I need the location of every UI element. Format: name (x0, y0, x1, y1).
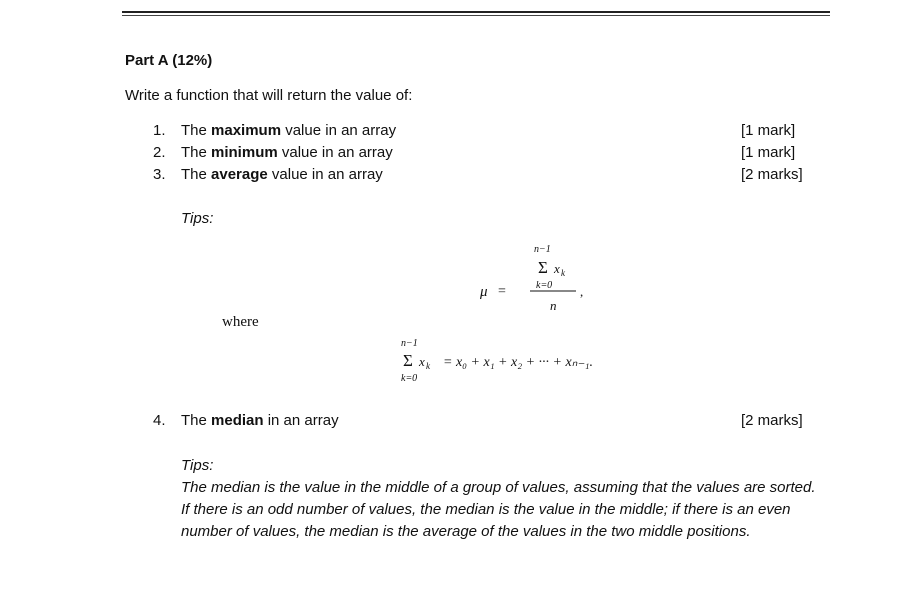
question-number: 2. (153, 144, 166, 161)
where-text: where (222, 314, 259, 330)
mean-formula (470, 238, 610, 318)
question-keyword: maximum (211, 122, 282, 139)
x-subscript: k (561, 268, 565, 278)
sum-upper-limit: n−1 (401, 338, 418, 349)
question-4 (153, 412, 339, 429)
question-text-post: value in an array (277, 144, 393, 161)
question-3 (153, 166, 383, 183)
question-number: 1. (153, 122, 166, 139)
question-keyword: minimum (211, 144, 278, 161)
sigma-symbol: Σ (403, 351, 413, 370)
median-tips-line-2: If there is an odd number of values, the median is the value in the middle; if there is an even (181, 501, 791, 518)
x-variable: x (419, 354, 425, 369)
mark-1: [1 mark] (741, 122, 796, 139)
question-text-pre: The (181, 412, 212, 429)
formula-comma: , (580, 284, 584, 299)
mark-2: [1 mark] (741, 144, 796, 161)
equals-sign: = (498, 284, 506, 299)
question-text-pre: The (181, 166, 212, 183)
intro-text: Write a function that will return the value of: (125, 87, 413, 104)
question-text-post: in an array (263, 412, 339, 429)
question-text-post: value in an array (281, 122, 397, 139)
question-text-pre: The (181, 122, 212, 139)
x-variable: x (554, 261, 560, 276)
question-keyword: median (211, 412, 264, 429)
median-tips-line-3: number of values, the median is the average of the values in the two middle positions. (181, 523, 751, 540)
question-keyword: average (211, 166, 268, 183)
mark-4: [2 marks] (741, 412, 803, 429)
sum-lower-limit: k=0 (401, 373, 418, 384)
top-rule-thin (122, 15, 830, 16)
question-text-pre: The (181, 144, 212, 161)
sum-upper-limit: n−1 (534, 244, 551, 255)
median-tips-line-1: The median is the value in the middle of a group of values, assuming that the values are sorted. (181, 479, 816, 496)
top-rule (122, 11, 830, 13)
mu-symbol: μ (480, 284, 488, 300)
sigma-symbol: Σ (538, 258, 548, 277)
tips-label: Tips: (181, 210, 214, 227)
question-text-post: value in an array (267, 166, 383, 183)
median-tips-label: Tips: (181, 457, 214, 474)
sum-expansion: = x₀ + x₁ + x₂ + ··· + xₙ₋₁. (443, 355, 594, 370)
question-2 (153, 144, 393, 161)
mark-3: [2 marks] (741, 166, 803, 183)
part-title: Part A (12%) (125, 52, 213, 69)
question-1 (153, 122, 396, 139)
sum-lower-limit: k=0 (536, 280, 553, 291)
x-subscript: k (426, 361, 430, 371)
question-number: 3. (153, 166, 166, 183)
question-number: 4. (153, 412, 166, 429)
sum-expansion-formula (395, 332, 695, 388)
denominator: n (550, 298, 557, 313)
